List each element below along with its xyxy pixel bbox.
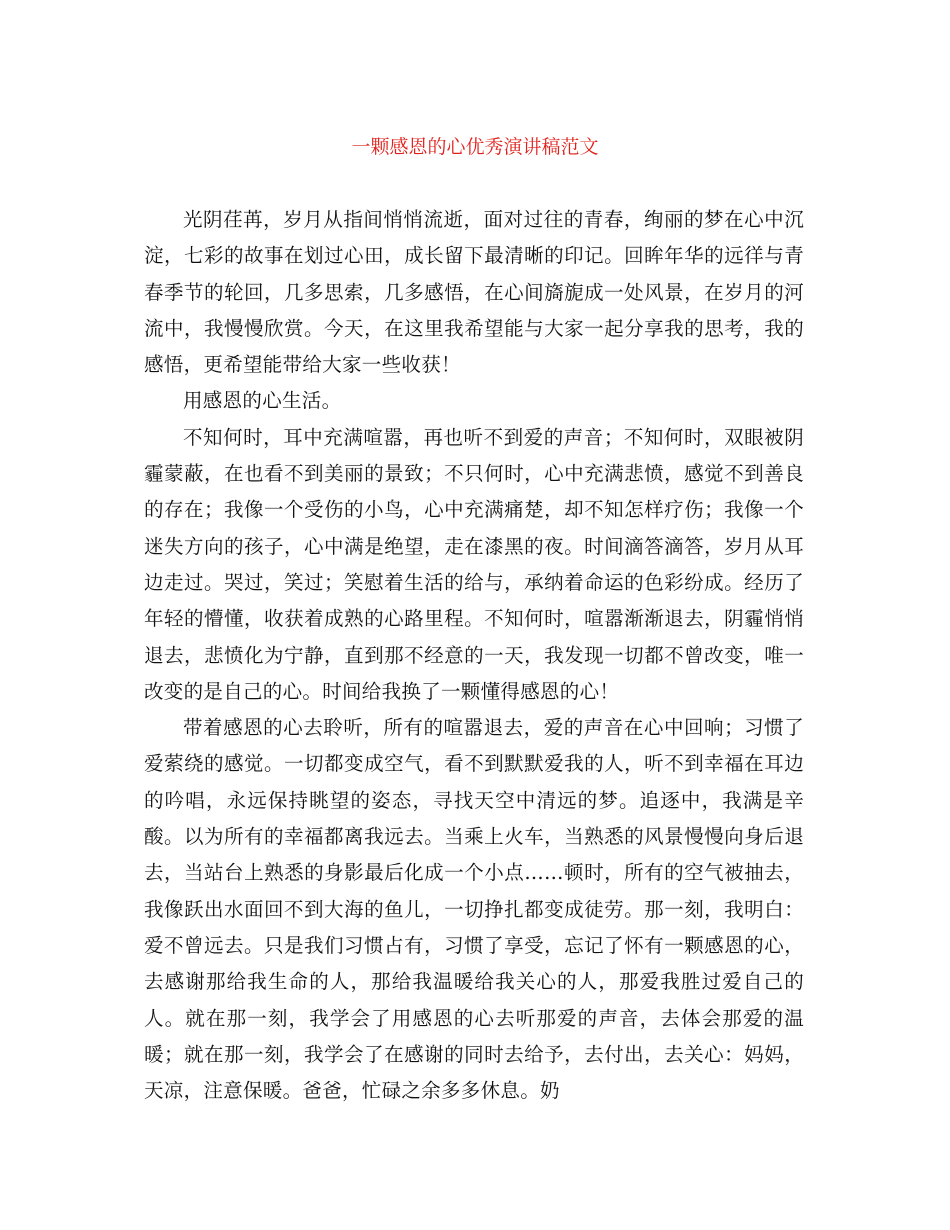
paragraph-listen: 带着感恩的心去聆听，所有的喧嚣退去，爱的声音在心中回响；习惯了爱萦绕的感觉。一切都变成空气，看不到默默爱我的人，听不到幸福在耳边的吟唱，永远保持眺望的姿态，寻找天空中清远的梦。追逐中，我满是辛酸。以为所有的幸福都离我远去。当乘上火车，当熟悉的风景慢慢向身后退去，当站台上熟悉的身影最后化成一个小点……顿时，所有的空气被抽去，我像跃出水面回不到大海的鱼儿，一切挣扎都变成徒劳。那一刻，我明白：爱不曾远去。只是我们习惯占有，习惯了享受，忘记了怀有一颗感恩的心，去感谢那给我生命的人，那给我温暖给我关心的人，那爱我胜过爱自己的人。就在那一刻，我学会了用感恩的心去听那爱的声音，去体会那爱的温暖；就在那一刻，我学会了在感谢的同时去给予，去付出，去关心：妈妈，天凉，注意保暖。爸爸，忙碌之余多多休息。奶: [144, 716, 804, 1103]
document-title: 一颗感恩的心优秀演讲稿范文: [351, 136, 599, 158]
paragraph-intro: 光阴荏苒，岁月从指间悄悄流逝，面对过往的青春，绚丽的梦在心中沉淀，七彩的故事在划过心田，成长留下最清晰的印记。回眸年华的远徉与青春季节的轮回，几多思索，几多感悟，在心间旖旎成一处风景，在岁月的河流中，我慢慢欣赏。今天，在这里我希望能与大家一起分享我的思考，我的感悟，更希望能带给大家一些收获！: [144, 208, 804, 377]
paragraph-subheading: 用感恩的心生活。: [183, 389, 342, 413]
paragraph-change: 不知何时，耳中充满喧嚣，再也听不到爱的声音；不知何时，双眼被阴霾蒙蔽，在也看不到美丽的景致；不只何时，心中充满悲愤，感觉不到善良的存在；我像一个受伤的小鸟，心中充满痛楚，却不知怎样疗伤；我像一个迷失方向的孩子，心中满是绝望，走在漆黑的夜。时间滴答滴答，岁月从耳边走过。哭过，笑过；笑慰着生活的给与，承纳着命运的色彩纷成。经历了年轻的懵懂，收获着成熟的心路里程。不知何时，喧嚣渐渐退去，阴霾悄悄退去，悲愤化为宁静，直到那不经意的一天，我发现一切都不曾改变，唯一改变的是自己的心。时间给我换了一颗懂得感恩的心！: [144, 425, 804, 703]
document-body: [144, 202, 804, 1109]
